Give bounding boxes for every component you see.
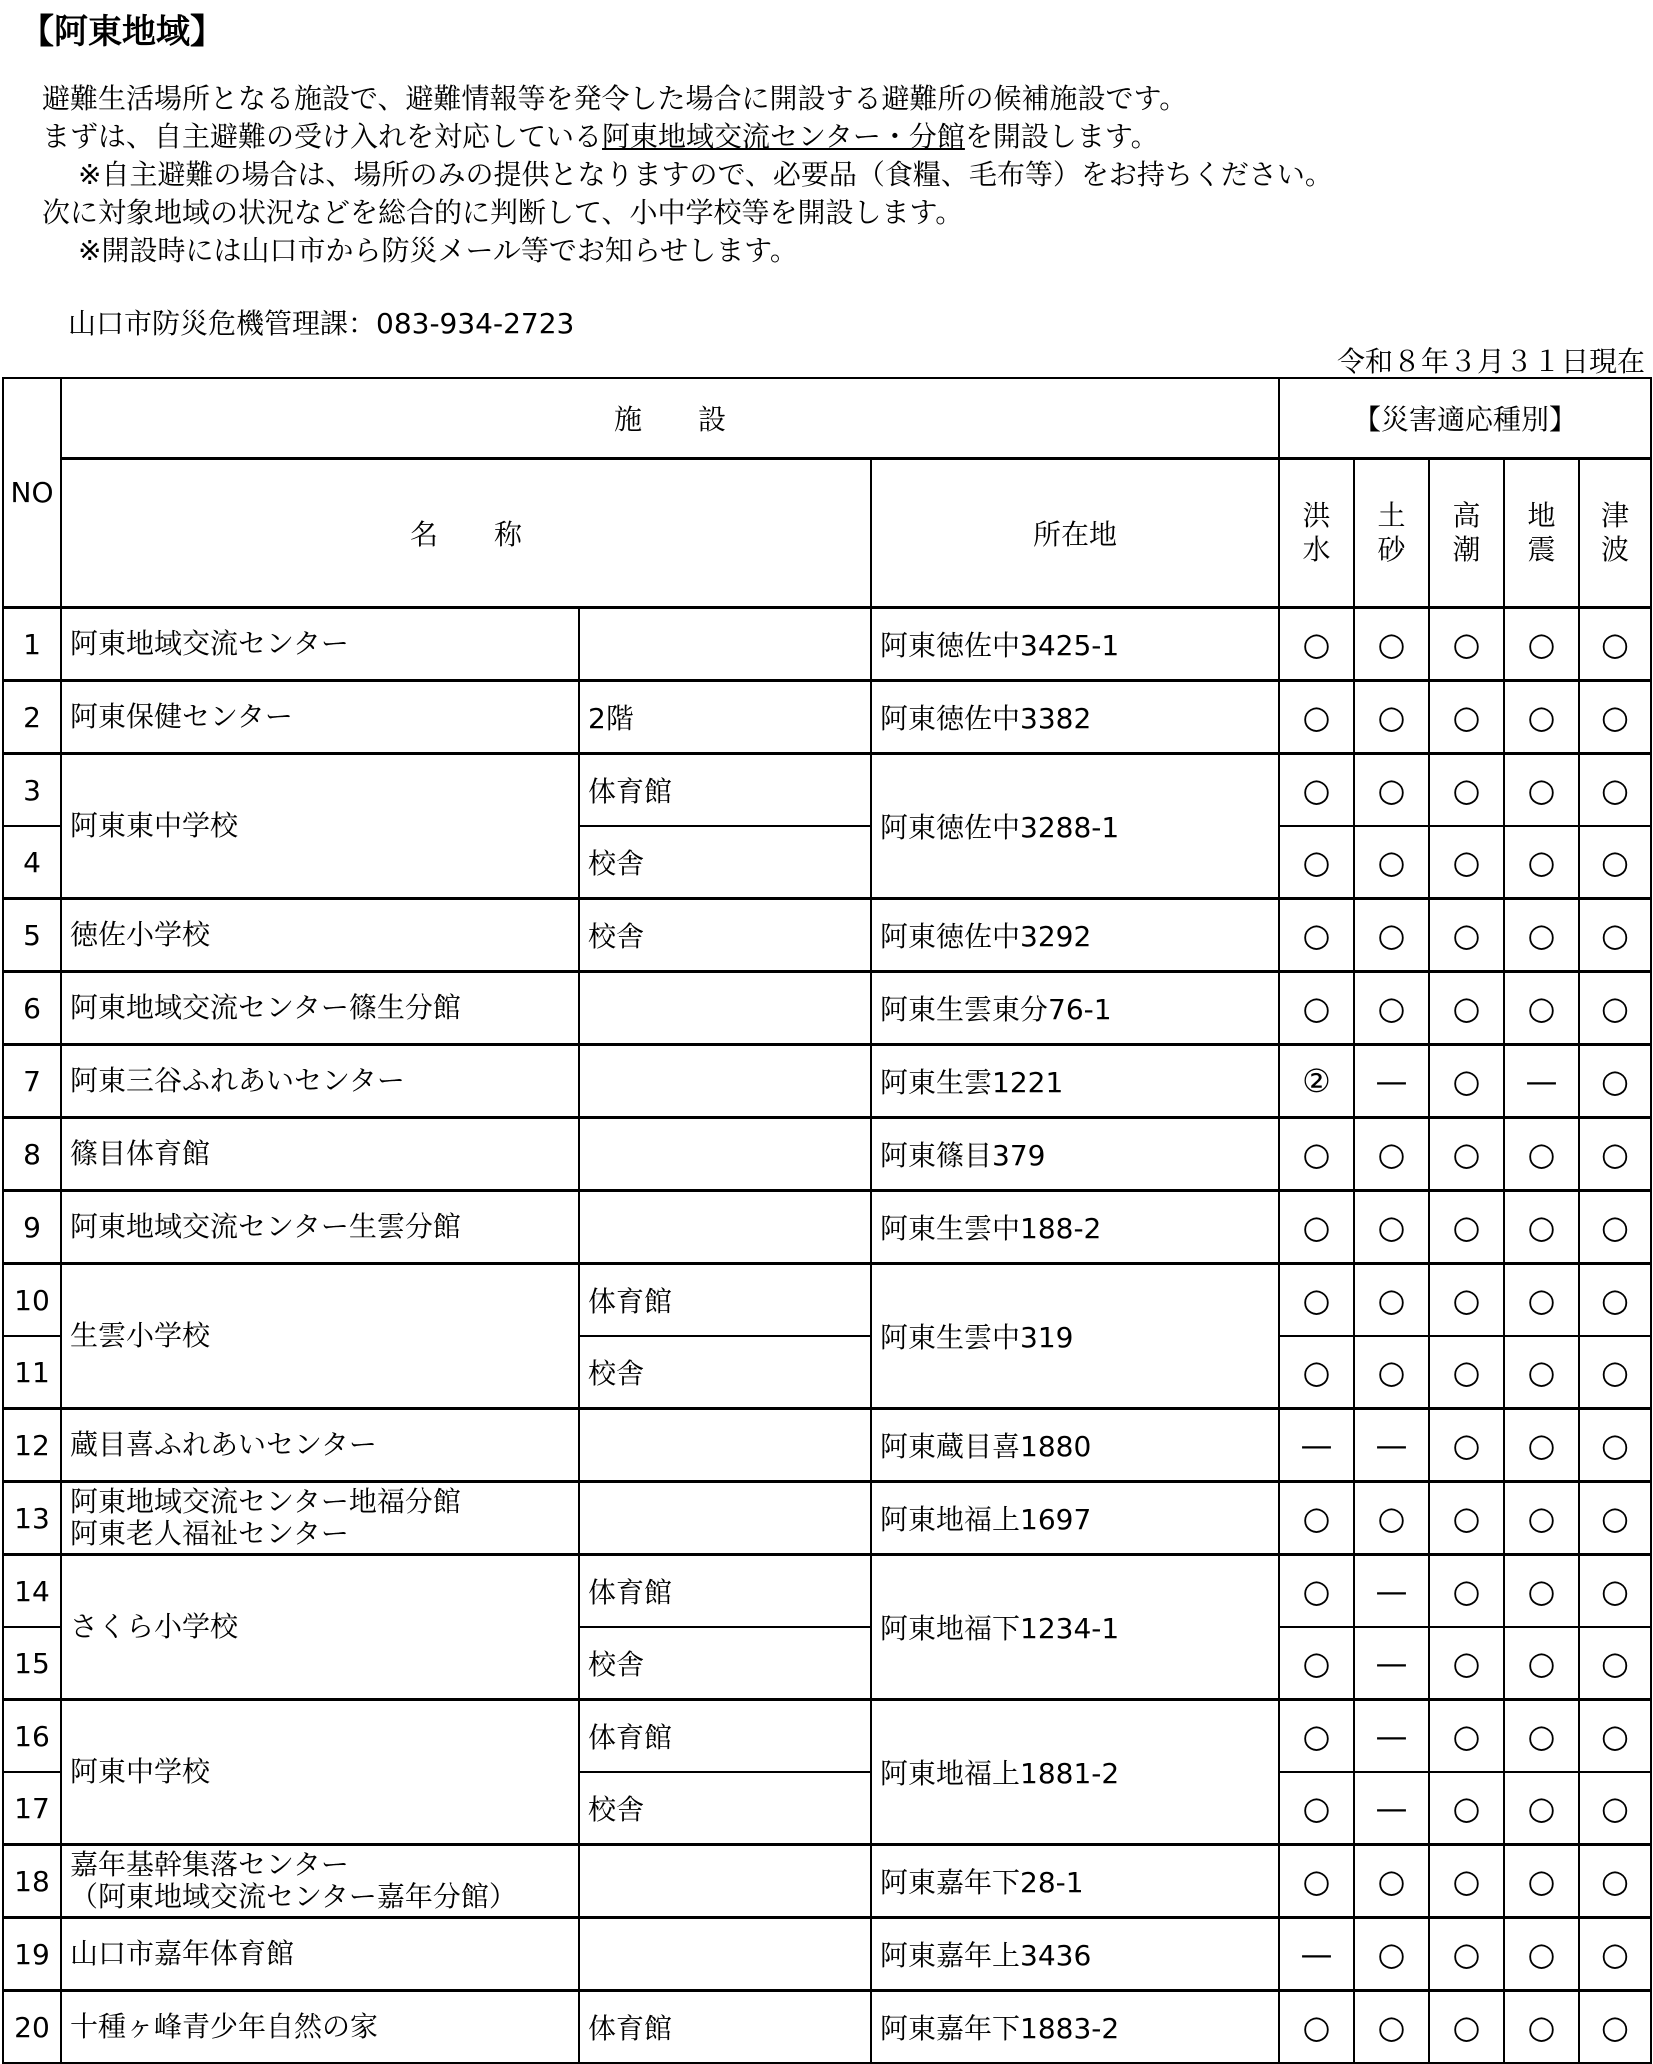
mark-storm-surge: ○: [1429, 1045, 1504, 1118]
mark-storm-surge: ○: [1429, 972, 1504, 1045]
table-row: [3, 1845, 1651, 1918]
header-disaster-types: 【災害適応種別】: [1279, 378, 1651, 459]
mark-flood: ○: [1279, 1191, 1354, 1264]
mark-storm-surge: ○: [1429, 1627, 1504, 1700]
mark-flood: ○: [1279, 1991, 1354, 2064]
facility-part: [579, 972, 871, 1045]
facility-name-line: さくら小学校: [70, 1610, 239, 1643]
mark-landslide: ○: [1354, 754, 1429, 827]
facility-address: 阿東篠目379: [871, 1118, 1279, 1191]
row-number: 2: [3, 681, 61, 754]
table-row: [3, 972, 1651, 1045]
facility-part: 校舎: [579, 1772, 871, 1845]
header-flood-label: 洪 水: [1302, 499, 1331, 566]
mark-earthquake: ○: [1504, 1118, 1579, 1191]
mark-flood: ○: [1279, 1555, 1354, 1628]
facility-name: [61, 608, 579, 681]
mark-landslide: ○: [1354, 1336, 1429, 1409]
facility-part: [579, 1409, 871, 1482]
facility-name: [61, 1845, 579, 1918]
mark-tsunami: ○: [1579, 899, 1651, 972]
mark-tsunami: ○: [1579, 1991, 1651, 2064]
row-number: 10: [3, 1264, 61, 1337]
header-tsunami: [1579, 459, 1651, 608]
header-earthquake: [1504, 459, 1579, 608]
mark-tsunami: ○: [1579, 1191, 1651, 1264]
mark-earthquake: ○: [1504, 1918, 1579, 1991]
header-no: NO: [3, 378, 61, 608]
mark-landslide: —: [1354, 1772, 1429, 1845]
facility-name-line: 阿東中学校: [70, 1755, 211, 1788]
table-row: [3, 1191, 1651, 1264]
mark-landslide: —: [1354, 1555, 1429, 1628]
row-number: 6: [3, 972, 61, 1045]
row-number: 1: [3, 608, 61, 681]
facility-name-line: 山口市嘉年体育館: [70, 1937, 295, 1970]
facility-name-line: 阿東東中学校: [70, 809, 239, 842]
mark-tsunami: ○: [1579, 1118, 1651, 1191]
header-tsunami-label: 津 波: [1601, 499, 1630, 566]
mark-flood: ○: [1279, 1118, 1354, 1191]
facility-name-line: 蔵目喜ふれあいセンター: [70, 1428, 377, 1461]
mark-landslide: ○: [1354, 972, 1429, 1045]
mark-landslide: ○: [1354, 1991, 1429, 2064]
mark-tsunami: ○: [1579, 1409, 1651, 1482]
facility-name-line: 阿東地域交流センター: [70, 627, 349, 660]
mark-earthquake: ○: [1504, 899, 1579, 972]
facility-part: 体育館: [579, 1264, 871, 1337]
row-number: 20: [3, 1991, 61, 2064]
facility-part: 体育館: [579, 1700, 871, 1773]
mark-tsunami: ○: [1579, 681, 1651, 754]
facility-address: 阿東生雲中188-2: [871, 1191, 1279, 1264]
facility-address: 阿東徳佐中3382: [871, 681, 1279, 754]
row-number: 3: [3, 754, 61, 827]
mark-tsunami: ○: [1579, 1845, 1651, 1918]
mark-earthquake: ○: [1504, 1991, 1579, 2064]
row-number: 9: [3, 1191, 61, 1264]
mark-landslide: ○: [1354, 826, 1429, 899]
facility-name: [61, 754, 579, 899]
facility-name: [61, 1918, 579, 1991]
facility-address: 阿東嘉年上3436: [871, 1918, 1279, 1991]
mark-tsunami: ○: [1579, 1045, 1651, 1118]
facility-name-line: 嘉年基幹集落センター: [70, 1848, 349, 1881]
page-title: 【阿東地域】: [20, 12, 224, 52]
table-row: [3, 899, 1651, 972]
facility-name-line-2: 阿東老人福祉センター: [70, 1517, 349, 1550]
mark-tsunami: ○: [1579, 826, 1651, 899]
mark-landslide: ○: [1354, 608, 1429, 681]
mark-storm-surge: ○: [1429, 1991, 1504, 2064]
contact-info: 山口市防災危機管理課：083-934-2723: [68, 307, 575, 340]
facility-name-line: 生雲小学校: [70, 1319, 211, 1352]
mark-earthquake: ○: [1504, 972, 1579, 1045]
mark-earthquake: ○: [1504, 1336, 1579, 1409]
mark-storm-surge: ○: [1429, 1336, 1504, 1409]
facility-address: 阿東徳佐中3288-1: [871, 754, 1279, 899]
facility-address: 阿東徳佐中3292: [871, 899, 1279, 972]
mark-tsunami: ○: [1579, 1627, 1651, 1700]
facility-name: [61, 1264, 579, 1409]
mark-flood: —: [1279, 1409, 1354, 1482]
table-row: [3, 754, 1651, 827]
facility-name-line: 阿東地域交流センター篠生分館: [70, 991, 461, 1024]
facility-name: [61, 1700, 579, 1845]
mark-flood: ○: [1279, 972, 1354, 1045]
mark-landslide: ○: [1354, 681, 1429, 754]
mark-storm-surge: ○: [1429, 1191, 1504, 1264]
row-number: 7: [3, 1045, 61, 1118]
facility-name: [61, 1045, 579, 1118]
intro-line-3: ※自主避難の場合は、場所のみの提供となりますので、必要品（食糧、毛布等）をお持ちください。: [78, 158, 1333, 191]
facility-part: 体育館: [579, 1555, 871, 1628]
facility-name: [61, 1118, 579, 1191]
table-row: [3, 1700, 1651, 1773]
mark-flood: ②: [1279, 1045, 1354, 1118]
mark-landslide: ○: [1354, 1482, 1429, 1555]
row-number: 4: [3, 826, 61, 899]
facility-part: 体育館: [579, 1991, 871, 2064]
mark-earthquake: ○: [1504, 1482, 1579, 1555]
mark-earthquake: ○: [1504, 681, 1579, 754]
facility-part: [579, 1845, 871, 1918]
mark-landslide: ○: [1354, 1845, 1429, 1918]
intro-line-2-highlight: 阿東地域交流センター・分館: [602, 120, 965, 153]
mark-storm-surge: ○: [1429, 1264, 1504, 1337]
facility-name: [61, 681, 579, 754]
facility-name-line: 阿東地域交流センター地福分館: [70, 1485, 461, 1518]
mark-storm-surge: ○: [1429, 1409, 1504, 1482]
facility-part: 校舎: [579, 826, 871, 899]
facility-name: [61, 899, 579, 972]
facility-name: [61, 1409, 579, 1482]
facility-name-line-2: （阿東地域交流センター嘉年分館）: [70, 1880, 517, 1913]
mark-landslide: —: [1354, 1627, 1429, 1700]
mark-flood: ○: [1279, 1482, 1354, 1555]
facility-address: 阿東嘉年下28-1: [871, 1845, 1279, 1918]
row-number: 12: [3, 1409, 61, 1482]
facility-address: 阿東地福上1881-2: [871, 1700, 1279, 1845]
facility-name: [61, 1991, 579, 2064]
mark-earthquake: ○: [1504, 1409, 1579, 1482]
mark-tsunami: ○: [1579, 1918, 1651, 1991]
facility-address: 阿東蔵目喜1880: [871, 1409, 1279, 1482]
table-row: [3, 1264, 1651, 1337]
mark-tsunami: ○: [1579, 754, 1651, 827]
facility-name-line: 阿東保健センター: [70, 700, 293, 733]
facility-name: [61, 1191, 579, 1264]
intro-line-2: [42, 118, 1333, 156]
facility-name-line: 十種ヶ峰青少年自然の家: [70, 2010, 379, 2043]
facility-part: [579, 608, 871, 681]
facility-name: [61, 1482, 579, 1555]
facility-address: 阿東生雲1221: [871, 1045, 1279, 1118]
intro-line-2-pre: まずは、自主避難の受け入れを対応している: [42, 120, 603, 153]
row-number: 16: [3, 1700, 61, 1773]
header-storm-surge-label: 高 潮: [1452, 499, 1481, 566]
header-earthquake-label: 地 震: [1527, 499, 1556, 566]
header-landslide-label: 土 砂: [1377, 499, 1406, 566]
mark-flood: ○: [1279, 754, 1354, 827]
mark-flood: ○: [1279, 1772, 1354, 1845]
table-body: [3, 608, 1651, 2064]
mark-flood: ○: [1279, 1700, 1354, 1773]
facility-name-line: 徳佐小学校: [70, 918, 211, 951]
mark-flood: ○: [1279, 1845, 1354, 1918]
mark-flood: ○: [1279, 1336, 1354, 1409]
facility-address: 阿東地福上1697: [871, 1482, 1279, 1555]
table-row: [3, 1118, 1651, 1191]
facility-part: [579, 1918, 871, 1991]
mark-earthquake: ○: [1504, 608, 1579, 681]
table-row: [3, 681, 1651, 754]
facility-address: 阿東嘉年下1883-2: [871, 1991, 1279, 2064]
header-name: 名 称: [61, 459, 871, 608]
facility-name: [61, 972, 579, 1045]
row-number: 19: [3, 1918, 61, 1991]
mark-storm-surge: ○: [1429, 1845, 1504, 1918]
mark-storm-surge: ○: [1429, 1482, 1504, 1555]
mark-earthquake: ○: [1504, 754, 1579, 827]
row-number: 11: [3, 1336, 61, 1409]
intro-line-5: ※開設時には山口市から防災メール等でお知らせします。: [78, 234, 798, 267]
intro-line-2-post: を開設します。: [964, 120, 1159, 153]
shelter-table: [2, 377, 1652, 2064]
header-facility: 施 設: [61, 378, 1279, 459]
mark-landslide: ○: [1354, 1191, 1429, 1264]
facility-address: 阿東徳佐中3425-1: [871, 608, 1279, 681]
header-landslide: [1354, 459, 1429, 608]
mark-storm-surge: ○: [1429, 1118, 1504, 1191]
facility-address: 阿東生雲中319: [871, 1264, 1279, 1409]
mark-storm-surge: ○: [1429, 1555, 1504, 1628]
mark-earthquake: ○: [1504, 1264, 1579, 1337]
facility-name-line: 阿東地域交流センター生雲分館: [70, 1210, 461, 1243]
mark-earthquake: —: [1504, 1045, 1579, 1118]
facility-part: 校舎: [579, 1627, 871, 1700]
facility-name-line: 阿東三谷ふれあいセンター: [70, 1064, 405, 1097]
mark-earthquake: ○: [1504, 1191, 1579, 1264]
mark-storm-surge: ○: [1429, 608, 1504, 681]
facility-part: [579, 1045, 871, 1118]
mark-landslide: ○: [1354, 1118, 1429, 1191]
mark-flood: —: [1279, 1918, 1354, 1991]
row-number: 8: [3, 1118, 61, 1191]
mark-flood: ○: [1279, 826, 1354, 899]
facility-part: 体育館: [579, 754, 871, 827]
table-row: [3, 608, 1651, 681]
mark-flood: ○: [1279, 899, 1354, 972]
mark-tsunami: ○: [1579, 608, 1651, 681]
mark-tsunami: ○: [1579, 1700, 1651, 1773]
facility-part: [579, 1118, 871, 1191]
header-storm-surge: [1429, 459, 1504, 608]
row-number: 14: [3, 1555, 61, 1628]
mark-flood: ○: [1279, 1264, 1354, 1337]
mark-landslide: —: [1354, 1409, 1429, 1482]
mark-flood: ○: [1279, 1627, 1354, 1700]
facility-address: 阿東地福下1234-1: [871, 1555, 1279, 1700]
mark-earthquake: ○: [1504, 1772, 1579, 1845]
mark-storm-surge: ○: [1429, 754, 1504, 827]
row-number: 5: [3, 899, 61, 972]
mark-tsunami: ○: [1579, 1336, 1651, 1409]
mark-tsunami: ○: [1579, 1772, 1651, 1845]
row-number: 13: [3, 1482, 61, 1555]
mark-tsunami: ○: [1579, 1482, 1651, 1555]
facility-name-line: 篠目体育館: [70, 1137, 211, 1170]
mark-storm-surge: ○: [1429, 1772, 1504, 1845]
mark-storm-surge: ○: [1429, 681, 1504, 754]
table-row: [3, 1409, 1651, 1482]
mark-earthquake: ○: [1504, 1700, 1579, 1773]
table-row: [3, 1991, 1651, 2064]
facility-name: [61, 1555, 579, 1700]
mark-flood: ○: [1279, 608, 1354, 681]
intro-line-4: 次に対象地域の状況などを総合的に判断して、小中学校等を開設します。: [42, 196, 964, 229]
as-of-date: 令和８年３月３１日現在: [1336, 345, 1645, 378]
intro-text: [42, 80, 1333, 270]
mark-landslide: —: [1354, 1045, 1429, 1118]
mark-storm-surge: ○: [1429, 899, 1504, 972]
header-address: 所在地: [871, 459, 1279, 608]
mark-landslide: ○: [1354, 1918, 1429, 1991]
mark-earthquake: ○: [1504, 1627, 1579, 1700]
facility-part: 2階: [579, 681, 871, 754]
table-row: [3, 1045, 1651, 1118]
facility-part: [579, 1482, 871, 1555]
mark-flood: ○: [1279, 681, 1354, 754]
mark-tsunami: ○: [1579, 972, 1651, 1045]
facility-part: 校舎: [579, 1336, 871, 1409]
facility-part: 校舎: [579, 899, 871, 972]
mark-earthquake: ○: [1504, 826, 1579, 899]
mark-earthquake: ○: [1504, 1845, 1579, 1918]
mark-earthquake: ○: [1504, 1555, 1579, 1628]
facility-address: 阿東生雲東分76-1: [871, 972, 1279, 1045]
facility-part: [579, 1191, 871, 1264]
mark-landslide: ○: [1354, 899, 1429, 972]
mark-storm-surge: ○: [1429, 1918, 1504, 1991]
table-row: [3, 1918, 1651, 1991]
table-row: [3, 1482, 1651, 1555]
mark-tsunami: ○: [1579, 1264, 1651, 1337]
mark-tsunami: ○: [1579, 1555, 1651, 1628]
mark-landslide: ○: [1354, 1264, 1429, 1337]
header-flood: [1279, 459, 1354, 608]
row-number: 17: [3, 1772, 61, 1845]
row-number: 15: [3, 1627, 61, 1700]
table-row: [3, 1555, 1651, 1628]
row-number: 18: [3, 1845, 61, 1918]
mark-storm-surge: ○: [1429, 826, 1504, 899]
intro-line-1: 避難生活場所となる施設で、避難情報等を発令した場合に開設する避難所の候補施設です。: [42, 82, 1188, 115]
mark-storm-surge: ○: [1429, 1700, 1504, 1773]
mark-landslide: —: [1354, 1700, 1429, 1773]
